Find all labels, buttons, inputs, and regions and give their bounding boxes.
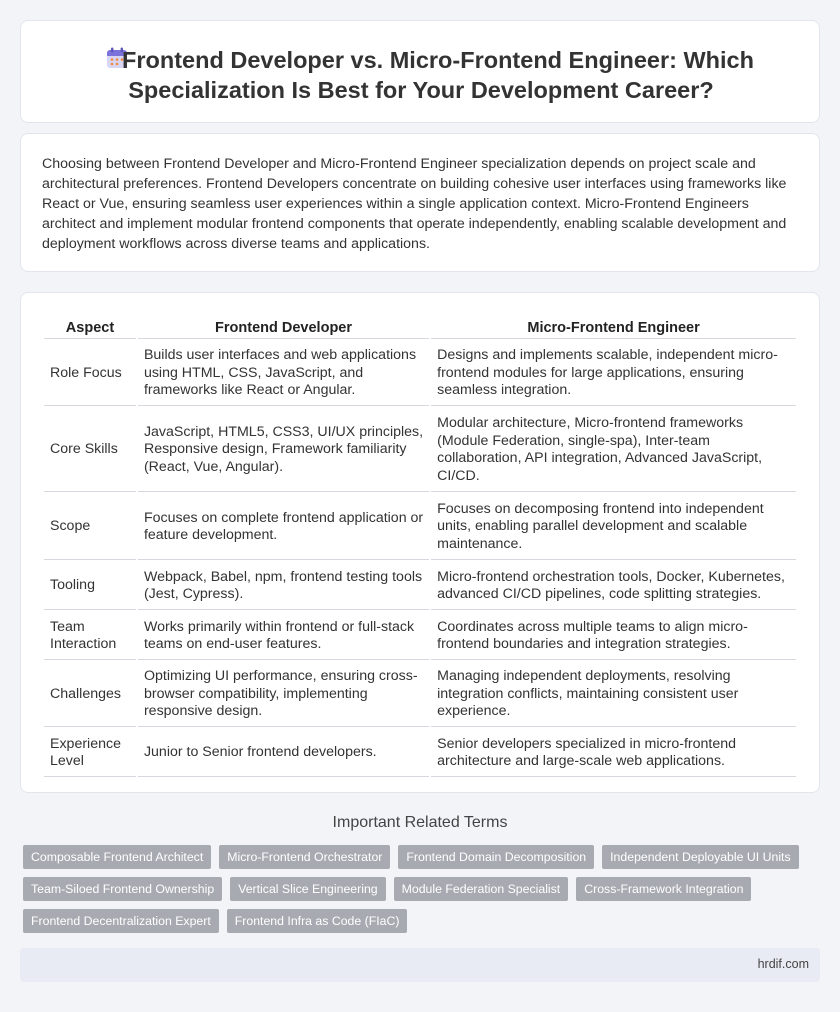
related-term-tag[interactable]: Frontend Domain Decomposition xyxy=(398,845,594,869)
frontend-cell: Focuses on complete frontend application or feature development. xyxy=(138,494,429,560)
table-row xyxy=(44,729,796,777)
table-row xyxy=(44,662,796,727)
intro-paragraph: Choosing between Frontend Developer and Micro-Frontend Engineer specialization depends on project scale and architectural preferences. Frontend Developers concentrate on building cohesive user interfaces using frameworks like React or Vue, ensuring seamless user experiences within a single application context. Micro-Frontend Engineers architect and implement modular frontend components that operate independently, enabling scalable development and deployment workflows across diverse teams and applications. xyxy=(42,156,787,252)
header-frontend-developer: Frontend Developer xyxy=(138,317,429,339)
frontend-cell: Junior to Senior frontend developers. xyxy=(138,729,429,777)
table-header-row xyxy=(44,317,796,339)
table-row xyxy=(44,341,796,406)
aspect-cell: Tooling xyxy=(44,562,136,610)
related-term-tag[interactable]: Vertical Slice Engineering xyxy=(230,877,385,901)
micro-frontend-cell: Coordinates across multiple teams to align micro-frontend boundaries and integration strategies. xyxy=(431,612,796,660)
related-term-tag[interactable]: Module Federation Specialist xyxy=(394,877,569,901)
related-term-tag[interactable]: Frontend Decentralization Expert xyxy=(23,909,219,933)
table-row xyxy=(44,562,796,610)
table-row xyxy=(44,612,796,660)
micro-frontend-cell: Senior developers specialized in micro-frontend architecture and large-scale web applications. xyxy=(431,729,796,777)
frontend-cell: Builds user interfaces and web applications using HTML, CSS, JavaScript, and frameworks like React or Angular. xyxy=(138,341,429,406)
micro-frontend-cell: Focuses on decomposing frontend into independent units, enabling parallel development and scalable maintenance. xyxy=(431,494,796,560)
related-term-tag[interactable]: Composable Frontend Architect xyxy=(23,845,211,869)
footer xyxy=(20,948,820,982)
micro-frontend-cell: Managing independent deployments, resolving integration conflicts, maintaining consistent user experience. xyxy=(431,662,796,727)
related-terms-title: Important Related Terms xyxy=(332,814,508,831)
aspect-cell: Role Focus xyxy=(44,341,136,406)
frontend-cell: Webpack, Babel, npm, frontend testing tools (Jest, Cypress). xyxy=(138,562,429,610)
comparison-table xyxy=(42,315,798,779)
title-card xyxy=(20,20,820,123)
related-terms-list xyxy=(23,845,803,933)
related-term-tag[interactable]: Micro-Frontend Orchestrator xyxy=(219,845,390,869)
related-term-tag[interactable]: Cross-Framework Integration xyxy=(576,877,751,901)
frontend-cell: Optimizing UI performance, ensuring cross-browser compatibility, implementing responsive design. xyxy=(138,662,429,727)
footer-site-link[interactable]: hrdif.com xyxy=(757,957,809,971)
related-term-tag[interactable]: Frontend Infra as Code (FIaC) xyxy=(227,909,408,933)
comparison-card xyxy=(20,292,820,793)
table-row xyxy=(44,408,796,492)
page-title: Frontend Developer vs. Micro-Frontend Engineer: Which Specialization Is Best for Your Development Career? xyxy=(122,47,754,103)
micro-frontend-cell: Micro-frontend orchestration tools, Docker, Kubernetes, advanced CI/CD pipelines, code splitting strategies. xyxy=(431,562,796,610)
intro-card xyxy=(20,133,820,272)
aspect-cell: Scope xyxy=(44,494,136,560)
related-term-tag[interactable]: Independent Deployable UI Units xyxy=(602,845,798,869)
table-row xyxy=(44,494,796,560)
micro-frontend-cell: Modular architecture, Micro-frontend frameworks (Module Federation, single-spa), Inter-team collaboration, API integration, Advanced JavaScript, CI/CD. xyxy=(431,408,796,492)
micro-frontend-cell: Designs and implements scalable, independent micro-frontend modules for large applications, ensuring seamless integration. xyxy=(431,341,796,406)
aspect-cell: Core Skills xyxy=(44,408,136,492)
frontend-cell: JavaScript, HTML5, CSS3, UI/UX principles, Responsive design, Framework familiarity (React, Vue, Angular). xyxy=(138,408,429,492)
aspect-cell: Challenges xyxy=(44,662,136,727)
header-aspect: Aspect xyxy=(44,317,136,339)
aspect-cell: Team Interaction xyxy=(44,612,136,660)
frontend-cell: Works primarily within frontend or full-stack teams on end-user features. xyxy=(138,612,429,660)
related-term-tag[interactable]: Team-Siloed Frontend Ownership xyxy=(23,877,222,901)
aspect-cell: Experience Level xyxy=(44,729,136,777)
header-micro-frontend-engineer: Micro-Frontend Engineer xyxy=(431,317,796,339)
